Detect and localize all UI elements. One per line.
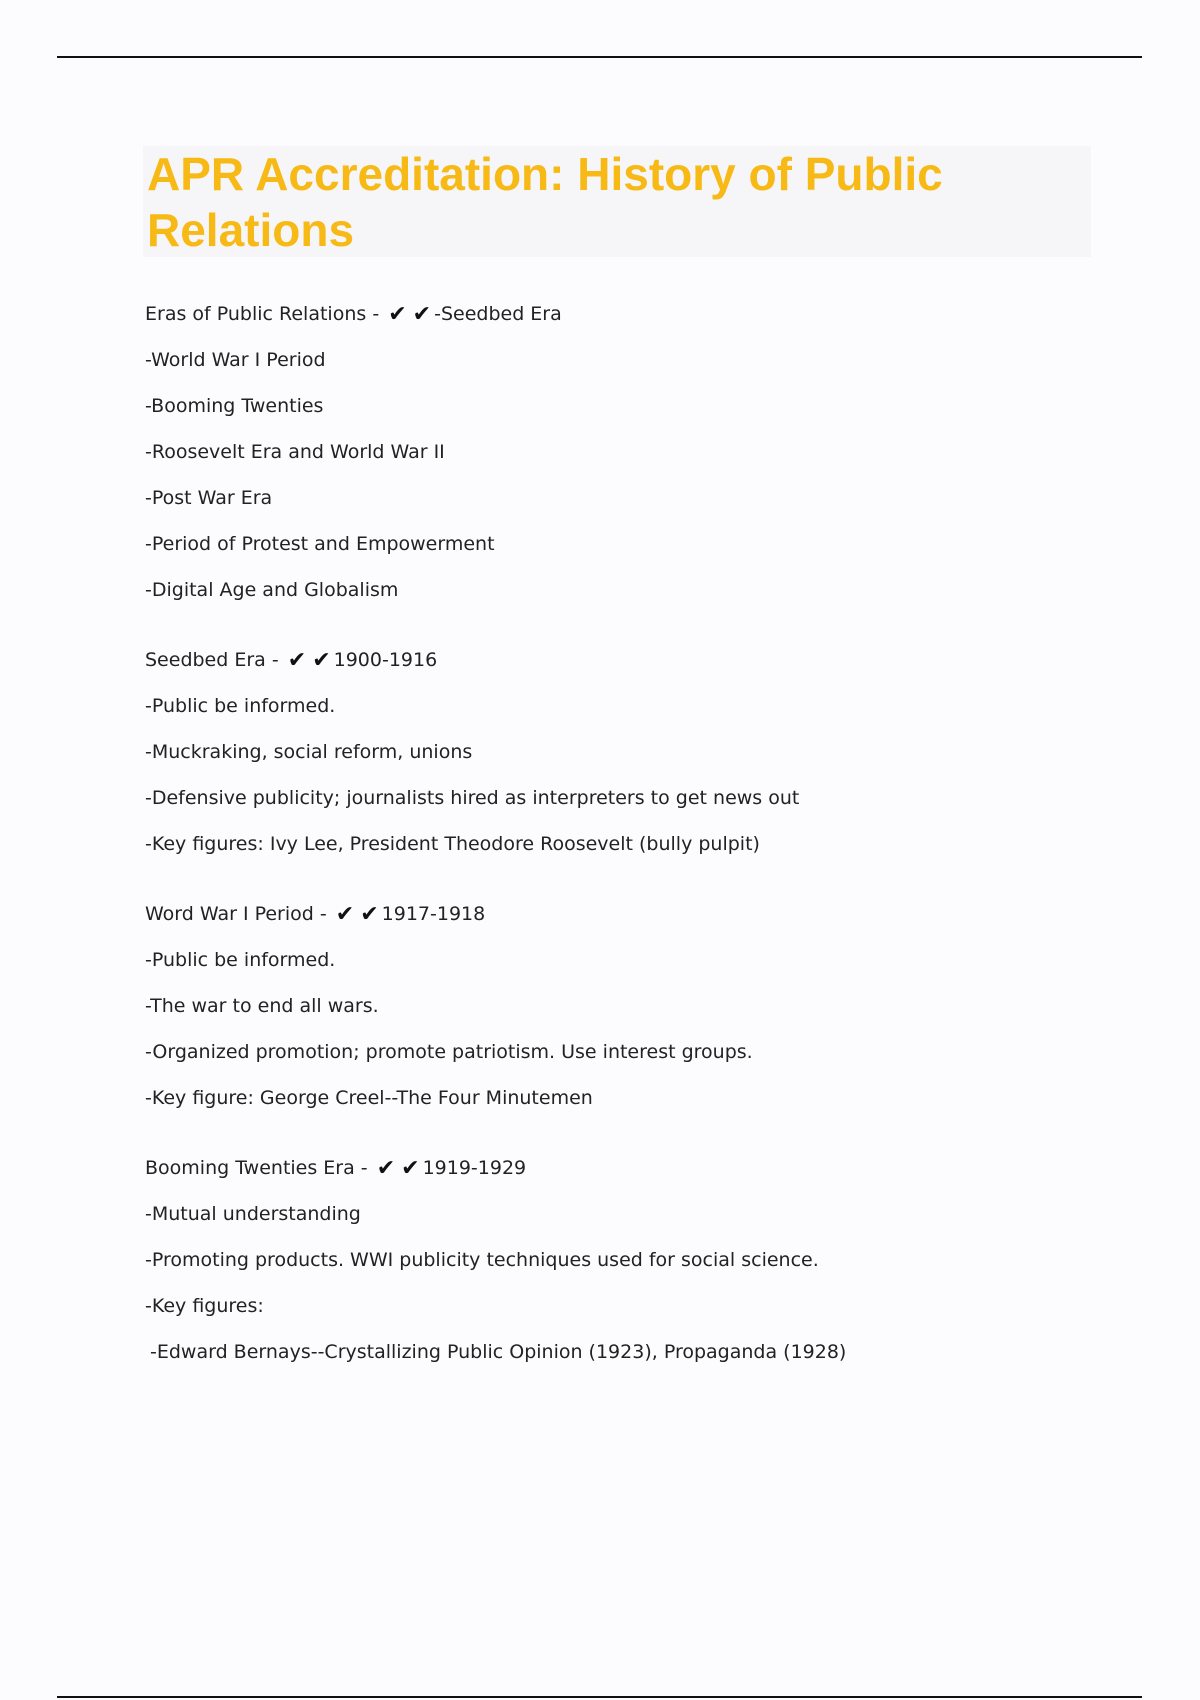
checkmark-icon: ✔ — [388, 302, 407, 327]
answer-line: -Roosevelt Era and World War II — [145, 441, 445, 463]
answer-line: -Muckraking, social reform, unions — [145, 741, 473, 763]
question-term: Seedbed Era - — [145, 649, 285, 671]
answer-line: -Organized promotion; promote patriotism. Use interest groups. — [145, 1041, 753, 1063]
question-term: Word War I Period - — [145, 903, 333, 925]
answer-text: 1917-1918 — [381, 903, 486, 925]
title-banner — [143, 146, 1091, 257]
question-term: Eras of Public Relations - — [145, 303, 386, 325]
answer-line: -Booming Twenties — [145, 395, 324, 417]
answer-line: -Defensive publicity; journalists hired as interpreters to get news out — [145, 787, 800, 809]
answer-line: -World War I Period — [145, 349, 326, 371]
answer-text: 1919-1929 — [422, 1157, 527, 1179]
answer-line: -Key figures: — [145, 1295, 264, 1317]
question-term: Booming Twenties Era - — [145, 1157, 374, 1179]
answer-line: -Digital Age and Globalism — [145, 579, 399, 601]
answer-text: 1900-1916 — [333, 649, 438, 671]
answer-line: -Key figures: Ivy Lee, President Theodore Roosevelt (bully pulpit) — [145, 833, 760, 855]
qa-section-booming-twenties — [145, 1155, 1125, 1365]
qa-question-line — [145, 301, 1125, 327]
checkmark-icon: ✔ — [287, 648, 307, 673]
answer-line: -The war to end all wars. — [145, 995, 379, 1017]
qa-question-line — [145, 1155, 1125, 1181]
answer-line: -Period of Protest and Empowerment — [145, 533, 495, 555]
checkmark-icon: ✔ — [360, 902, 379, 927]
answer-line: -Key figure: George Creel--The Four Minutemen — [145, 1087, 593, 1109]
answer-line: -Mutual understanding — [145, 1203, 361, 1225]
document-body — [145, 301, 1125, 1409]
checkmark-icon: ✔ — [412, 302, 432, 327]
document-title: APR Accreditation: History of Public Relations — [147, 148, 943, 256]
qa-section-wwi — [145, 901, 1125, 1111]
answer-line: -Edward Bernays--Crystallizing Public Opinion (1923), Propaganda (1928) — [150, 1341, 847, 1363]
qa-section-seedbed — [145, 647, 1125, 857]
checkmark-icon: ✔ — [376, 1156, 396, 1181]
checkmark-icon: ✔ — [335, 902, 355, 927]
checkmark-icon: ✔ — [401, 1156, 420, 1181]
page-top-rule — [57, 56, 1142, 58]
answer-line: -Post War Era — [145, 487, 273, 509]
answer-text: -Seedbed Era — [434, 303, 562, 325]
qa-section-eras — [145, 301, 1125, 603]
answer-line: -Public be informed. — [145, 695, 336, 717]
qa-question-line — [145, 647, 1125, 673]
answer-line: -Promoting products. WWI publicity techniques used for social science. — [145, 1249, 819, 1271]
checkmark-icon: ✔ — [312, 648, 331, 673]
page-bottom-rule — [57, 1696, 1142, 1698]
qa-question-line — [145, 901, 1125, 927]
answer-line: -Public be informed. — [145, 949, 336, 971]
